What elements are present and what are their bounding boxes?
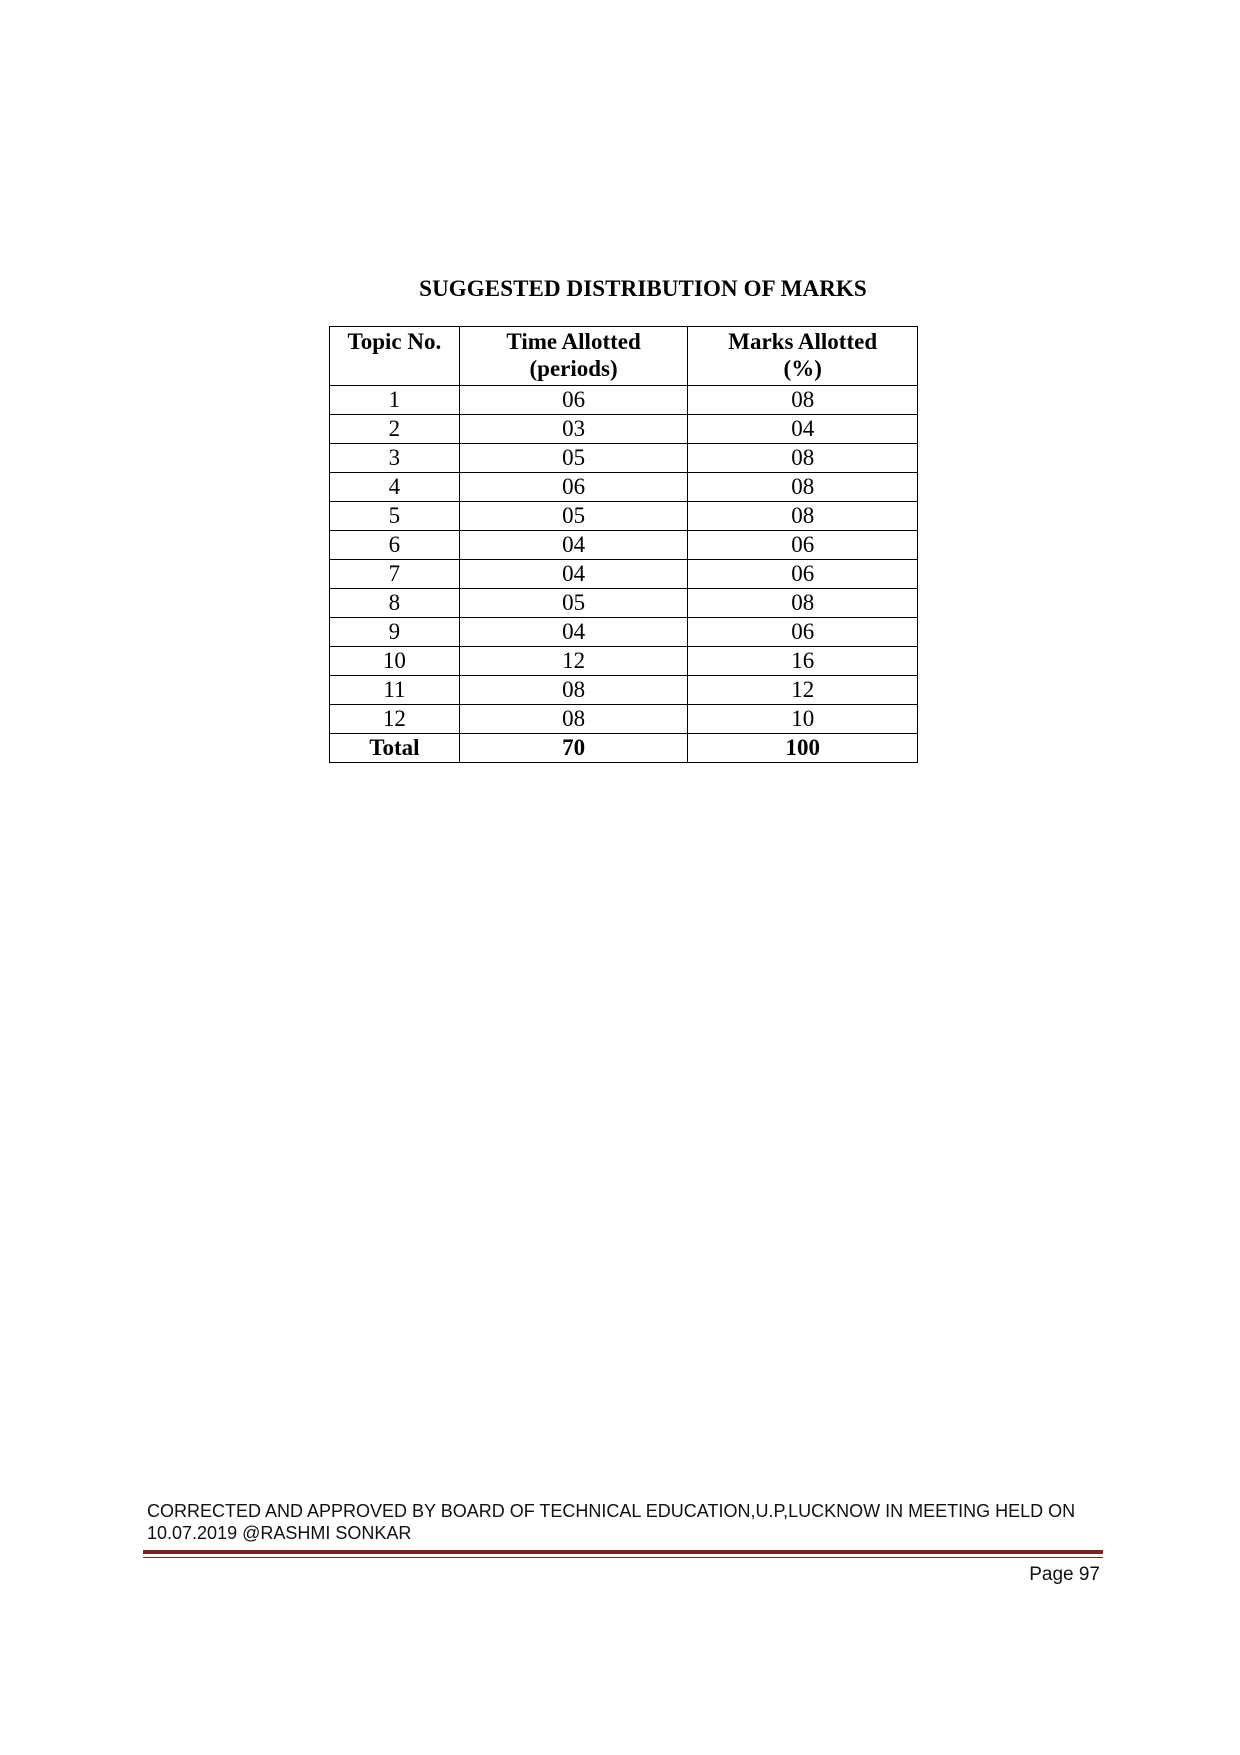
cell-topic-no: 3 [330,444,460,473]
table-row [330,415,918,444]
cell-time-allotted: 08 [459,705,688,734]
footer-line-2: 10.07.2019 @RASHMI SONKAR [147,1523,412,1543]
cell-marks-allotted: 08 [688,473,918,502]
cell-topic-no: 12 [330,705,460,734]
cell-marks-allotted: 08 [688,502,918,531]
cell-marks-allotted: 06 [688,560,918,589]
cell-topic-no: 7 [330,560,460,589]
cell-marks-allotted: 10 [688,705,918,734]
header-marks-allotted: Marks Allotted (%) [688,327,918,386]
cell-topic-no: 10 [330,647,460,676]
cell-marks-allotted: 16 [688,647,918,676]
footer-line-1: CORRECTED AND APPROVED BY BOARD OF TECHNICAL EDUCATION,U.P,LUCKNOW IN MEETING HELD ON [147,1501,1076,1521]
cell-time-allotted: 12 [459,647,688,676]
header-topic-no: Topic No. [330,327,460,386]
cell-topic-no: 4 [330,473,460,502]
cell-time-allotted: 04 [459,560,688,589]
table-row [330,531,918,560]
cell-topic-no: 5 [330,502,460,531]
cell-time-allotted: 06 [459,386,688,415]
table-header-row [330,327,918,386]
cell-marks-allotted: 08 [688,589,918,618]
cell-marks-allotted: 12 [688,676,918,705]
cell-topic-no: 1 [330,386,460,415]
total-marks-allotted: 100 [688,734,918,763]
page-number: Page 97 [1029,1564,1100,1585]
table-row [330,386,918,415]
page-heading: SUGGESTED DISTRIBUTION OF MARKS [419,276,867,301]
table-row [330,502,918,531]
table-row [330,444,918,473]
table-row [330,560,918,589]
footer-rule-thick [143,1550,1103,1554]
total-time-allotted: 70 [459,734,688,763]
cell-marks-allotted: 06 [688,618,918,647]
table-row [330,647,918,676]
cell-topic-no: 9 [330,618,460,647]
cell-topic-no: 2 [330,415,460,444]
cell-time-allotted: 03 [459,415,688,444]
table-row [330,676,918,705]
cell-topic-no: 8 [330,589,460,618]
header-time-allotted: Time Allotted (periods) [459,327,688,386]
table-row [330,705,918,734]
cell-time-allotted: 08 [459,676,688,705]
cell-marks-allotted: 08 [688,444,918,473]
cell-topic-no: 6 [330,531,460,560]
table-total-row [330,734,918,763]
footer-rule-thin [143,1557,1103,1558]
marks-distribution-table [329,326,918,763]
cell-time-allotted: 05 [459,589,688,618]
cell-time-allotted: 05 [459,502,688,531]
cell-marks-allotted: 06 [688,531,918,560]
footer-approval-note [147,1500,1107,1544]
cell-marks-allotted: 04 [688,415,918,444]
cell-time-allotted: 04 [459,531,688,560]
table-row [330,473,918,502]
total-label: Total [330,734,460,763]
cell-time-allotted: 04 [459,618,688,647]
cell-topic-no: 11 [330,676,460,705]
cell-time-allotted: 05 [459,444,688,473]
cell-marks-allotted: 08 [688,386,918,415]
table-row [330,618,918,647]
cell-time-allotted: 06 [459,473,688,502]
table-row [330,589,918,618]
